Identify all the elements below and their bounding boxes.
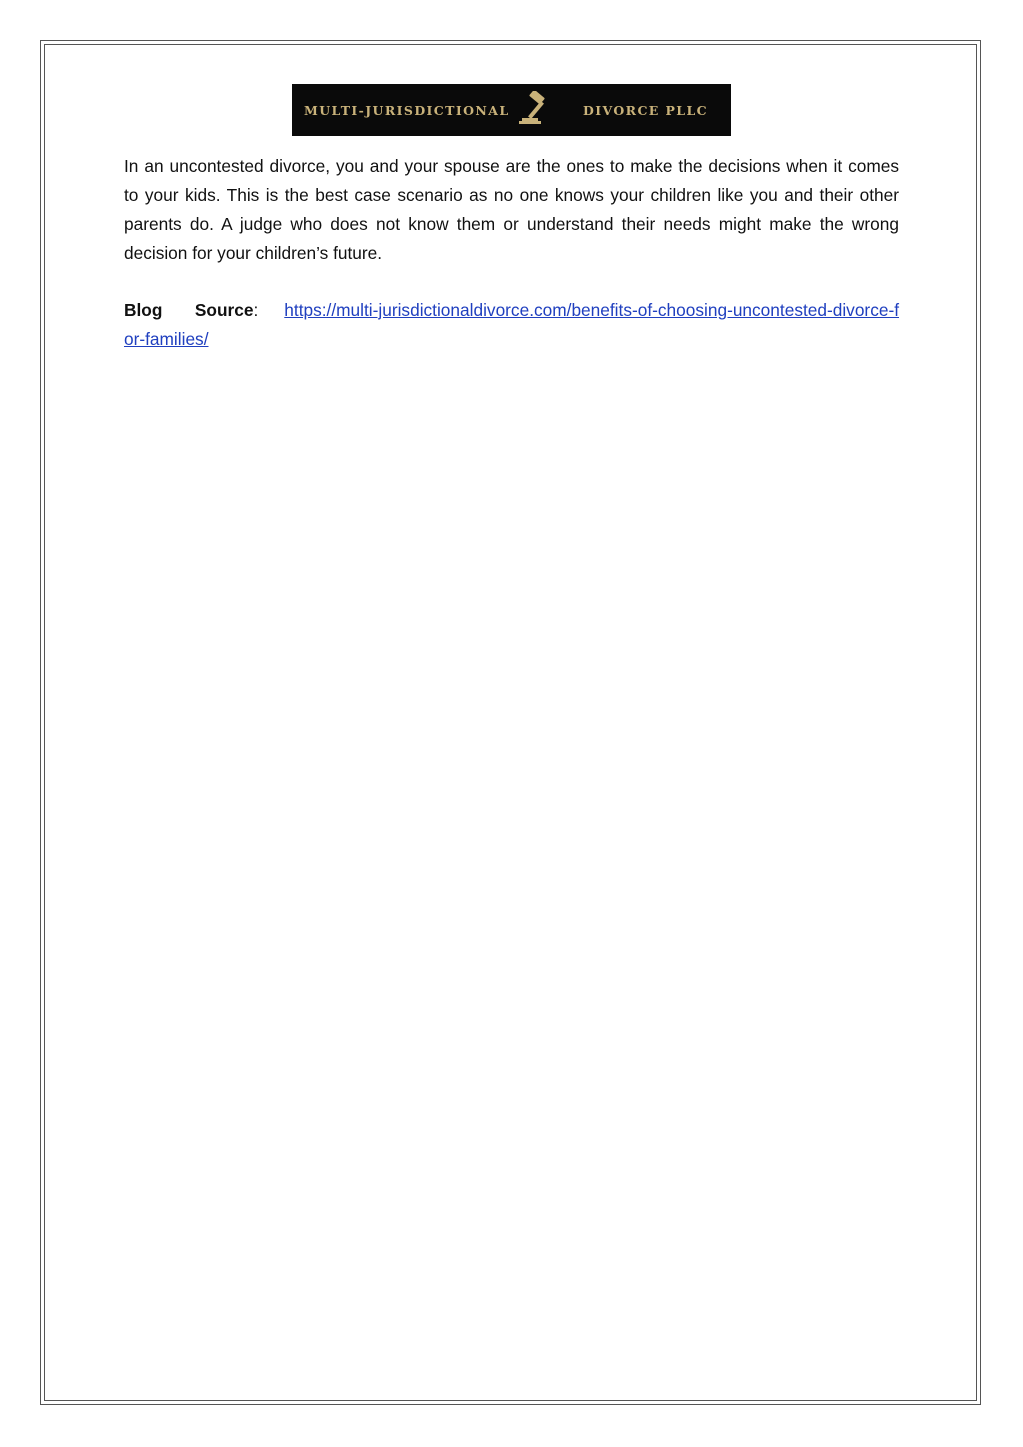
company-logo [292,84,731,136]
gavel-icon [509,90,561,130]
logo-left-text: MULTI-JURISDICTIONAL [304,102,510,118]
blog-source-colon: : [253,300,259,320]
body-paragraph: In an uncontested divorce, you and your spouse are the ones to make the decisions when it comes to your kids. This is the best case scenario as no one knows your children like you and their other parents do. A judge who does not know them or understand their needs might make the wrong decision for your children’s future. [124,156,899,263]
blog-source-label: Blog Source [124,300,254,320]
blog-source-line [124,296,899,354]
blog-source-link[interactable]: https://multi-jurisdictionaldivorce.com/benefits-of-choosing-uncontested-divorce-for-families/ [124,300,899,349]
logo-right-text: DIVORCE PLLC [583,102,708,118]
